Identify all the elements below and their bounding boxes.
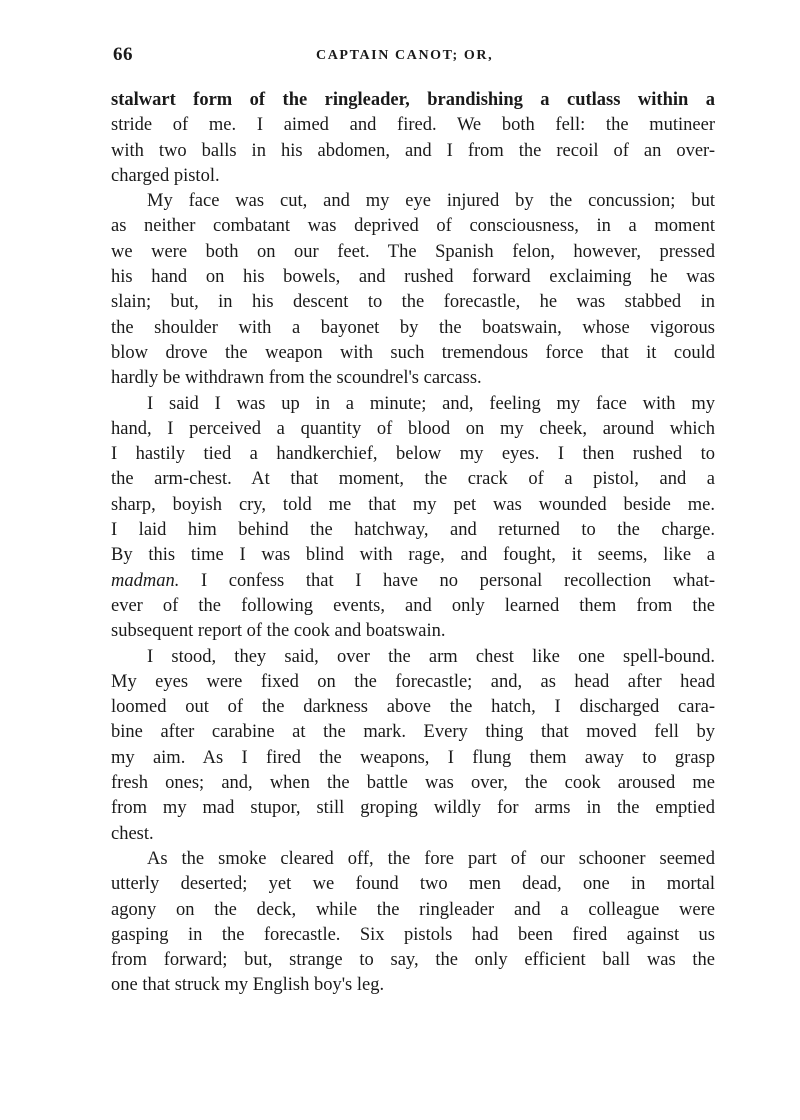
text-line: I said I was up in a minute; and, feeling my face with my — [147, 393, 715, 414]
text-line: By this time I was blind with rage, and fought, it seems, like a — [111, 545, 715, 566]
text-line: his hand on his bowels, and rushed forward exclaiming he was — [111, 267, 715, 288]
text-line-with-italic: madman. I confess that I have no personal recollection what- — [111, 570, 715, 591]
text-line: my aim. As I fired the weapons, I flung them away to grasp — [111, 747, 715, 768]
text-line: stalwart form of the ringleader, brandishing a cutlass within a — [111, 90, 715, 110]
text-line: hand, I perceived a quantity of blood on my cheek, around which — [111, 418, 715, 439]
text-line: My face was cut, and my eye injured by the concussion; but — [147, 191, 715, 212]
paragraph-5 — [111, 847, 715, 999]
text-line: charged pistol. — [111, 165, 220, 186]
text-line: from forward; but, strange to say, the only efficient ball was the — [111, 950, 715, 971]
paragraph-2 — [111, 189, 715, 391]
text-line: one that struck my English boy's leg. — [111, 975, 385, 996]
text-line: ever of the following events, and only learned them from the — [111, 595, 715, 616]
text-line: stride of me. I aimed and fired. We both fell: the mutineer — [111, 115, 715, 136]
text-line: loomed out of the darkness above the hatch, I discharged cara- — [111, 697, 715, 718]
text-line: subsequent report of the cook and boatswain. — [111, 621, 446, 642]
running-head: CAPTAIN CANOT; OR, — [316, 48, 494, 63]
text-line: bine after carabine at the mark. Every thing that moved fell by — [111, 722, 715, 743]
text-line: I stood, they said, over the arm chest like one spell-bound. — [147, 646, 715, 667]
text-line: I hastily tied a handkerchief, below my eyes. I then rushed to — [111, 444, 715, 465]
text-line: As the smoke cleared off, the fore part of our schooner seemed — [147, 848, 715, 869]
text-line: the arm-chest. At that moment, the crack of a pistol, and a — [111, 469, 715, 490]
page-number: 66 — [113, 44, 133, 65]
body-text — [111, 88, 715, 999]
text-line: from my mad stupor, still groping wildly for arms in the emptied — [111, 798, 715, 819]
text-line: the shoulder with a bayonet by the boatswain, whose vigorous — [111, 317, 715, 338]
text-line: agony on the deck, while the ringleader and a colleague were — [111, 899, 715, 920]
text-line: chest. — [111, 823, 154, 844]
text-line: blow drove the weapon with such tremendous force that it could — [111, 342, 715, 363]
text-line: sharp, boyish cry, told me that my pet was wounded beside me. — [111, 494, 715, 515]
text-line: My eyes were fixed on the forecastle; and, as head after head — [111, 671, 715, 692]
text-line: as neither combatant was deprived of consciousness, in a moment — [111, 216, 715, 237]
paragraph-4 — [111, 645, 715, 847]
text-line: with two balls in his abdomen, and I from the recoil of an over- — [111, 140, 715, 161]
text-line: utterly deserted; yet we found two men dead, one in mortal — [111, 874, 715, 895]
text-line: gasping in the forecastle. Six pistols had been fired against us — [111, 924, 715, 945]
paragraph-3 — [111, 392, 715, 645]
italic-word: madman. — [111, 570, 180, 591]
text-line: hardly be withdrawn from the scoundrel's carcass. — [111, 368, 482, 389]
text-line: fresh ones; and, when the battle was over, the cook aroused me — [111, 773, 715, 794]
text-line: slain; but, in his descent to the forecastle, he was stabbed in — [111, 292, 715, 313]
text-line: we were both on our feet. The Spanish felon, however, pressed — [111, 241, 715, 262]
page-header — [113, 44, 713, 74]
text-line: I laid him behind the hatchway, and returned to the charge. — [111, 520, 715, 541]
paragraph-1 — [111, 88, 715, 189]
